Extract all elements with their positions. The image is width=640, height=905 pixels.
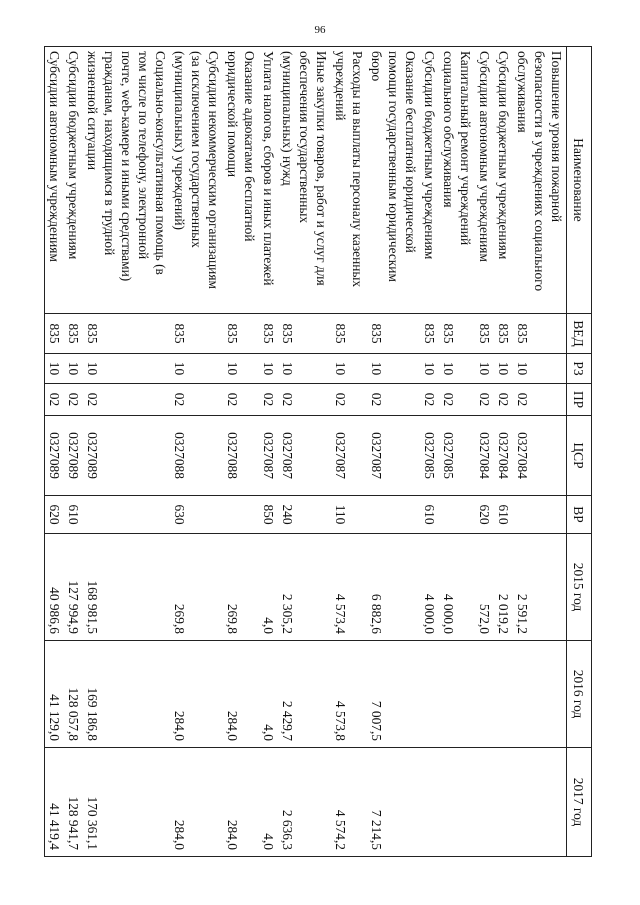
- row-name-cell: [278, 47, 331, 314]
- cell-ved: 835: [278, 314, 331, 354]
- cell-y2016: [439, 641, 475, 748]
- table-row: [278, 47, 331, 857]
- table-row: [259, 47, 278, 857]
- row-name-cell: [64, 47, 83, 314]
- cell-pr: 02: [64, 384, 83, 416]
- cell-y2015: 4 000,0: [439, 534, 475, 641]
- row-name-line: Повышение уровня пожарной: [549, 51, 564, 223]
- cell-y2017: 2 636,3: [278, 748, 331, 857]
- cell-y2017: 4 574,2: [331, 748, 367, 857]
- row-name-cell: [494, 47, 513, 314]
- table-row: [420, 47, 439, 857]
- cell-pr: 02: [367, 384, 420, 416]
- row-name-line: (муниципальных) нужд: [280, 51, 295, 186]
- cell-rz: 10: [64, 354, 83, 384]
- row-name-line: обслуживания: [515, 51, 530, 133]
- cell-rz: 10: [223, 354, 259, 384]
- cell-csr: 0327084: [475, 416, 494, 496]
- cell-vr: [513, 496, 567, 534]
- cell-csr: 0327087: [278, 416, 331, 496]
- row-name-line: Субсидии некоммерческим организациям: [206, 51, 221, 289]
- cell-ved: 835: [494, 314, 513, 354]
- cell-y2015: 2 019,2: [494, 534, 513, 641]
- table-row: [64, 47, 83, 857]
- cell-ved: 835: [420, 314, 439, 354]
- cell-vr: 110: [331, 496, 367, 534]
- cell-pr: 02: [170, 384, 223, 416]
- cell-y2015: 4 573,4: [331, 534, 367, 641]
- cell-y2016: 4,0: [259, 641, 278, 748]
- row-name-line: том числе по телефону, электронной: [136, 51, 151, 260]
- cell-y2017: [475, 748, 494, 857]
- cell-rz: 10: [367, 354, 420, 384]
- header-name: Наименование: [567, 47, 592, 314]
- cell-y2017: [439, 748, 475, 857]
- cell-y2015: 6 882,6: [367, 534, 420, 641]
- cell-ved: 835: [259, 314, 278, 354]
- row-name-line: (муниципальных) учреждений): [172, 51, 187, 231]
- row-name-cell: [513, 47, 567, 314]
- row-name-line: обеспечения государственных: [297, 51, 312, 224]
- cell-y2015: 40 986,6: [45, 534, 65, 641]
- row-name-cell: [170, 47, 223, 314]
- cell-csr: 0327089: [83, 416, 170, 496]
- cell-ved: 835: [45, 314, 65, 354]
- cell-pr: 02: [475, 384, 494, 416]
- cell-pr: 02: [494, 384, 513, 416]
- row-name-line: социального обслуживания: [441, 51, 456, 208]
- cell-y2016: [475, 641, 494, 748]
- cell-pr: 02: [83, 384, 170, 416]
- cell-y2017: [420, 748, 439, 857]
- cell-rz: 10: [278, 354, 331, 384]
- cell-y2016: [513, 641, 567, 748]
- cell-ved: 835: [439, 314, 475, 354]
- row-name-cell: [367, 47, 420, 314]
- cell-pr: 02: [278, 384, 331, 416]
- rotated-table-page: [47, 46, 592, 856]
- cell-pr: 02: [513, 384, 567, 416]
- cell-rz: 10: [475, 354, 494, 384]
- cell-y2015: 127 994,9: [64, 534, 83, 641]
- row-name-line: Субсидии бюджетным учреждениям: [66, 51, 81, 260]
- row-name-line: Уплата налогов, сборов и иных платежей: [261, 51, 276, 286]
- cell-ved: 835: [475, 314, 494, 354]
- cell-csr: 0327089: [64, 416, 83, 496]
- cell-ved: 835: [64, 314, 83, 354]
- cell-vr: 610: [494, 496, 513, 534]
- cell-y2016: 2 429,7: [278, 641, 331, 748]
- row-name-cell: [223, 47, 259, 314]
- row-name-line: безопасности в учреждениях социального: [532, 51, 547, 292]
- cell-rz: 10: [170, 354, 223, 384]
- cell-csr: 0327084: [513, 416, 567, 496]
- cell-y2016: 128 057,8: [64, 641, 83, 748]
- row-name-line: учреждений: [333, 51, 348, 121]
- cell-csr: 0327085: [420, 416, 439, 496]
- cell-csr: 0327088: [223, 416, 259, 496]
- cell-vr: 630: [170, 496, 223, 534]
- cell-y2016: [494, 641, 513, 748]
- cell-vr: [83, 496, 170, 534]
- cell-csr: 0327085: [439, 416, 475, 496]
- cell-y2017: 41 419,4: [45, 748, 65, 857]
- cell-rz: 10: [259, 354, 278, 384]
- row-name-cell: [420, 47, 439, 314]
- cell-rz: 10: [439, 354, 475, 384]
- cell-y2015: 269,8: [170, 534, 223, 641]
- cell-csr: 0327087: [367, 416, 420, 496]
- cell-y2017: [513, 748, 567, 857]
- row-name-line: юридической помощи: [225, 51, 240, 178]
- cell-y2015: 4,0: [259, 534, 278, 641]
- cell-rz: 10: [83, 354, 170, 384]
- cell-pr: 02: [259, 384, 278, 416]
- row-name-cell: [475, 47, 494, 314]
- cell-vr: 620: [45, 496, 65, 534]
- table-row: [439, 47, 475, 857]
- cell-pr: 02: [331, 384, 367, 416]
- cell-y2017: 128 941,7: [64, 748, 83, 857]
- table-row: [513, 47, 567, 857]
- cell-pr: 02: [420, 384, 439, 416]
- budget-table: [44, 46, 592, 857]
- row-name-line: Субсидии бюджетным учреждениям: [496, 51, 511, 260]
- cell-ved: 835: [170, 314, 223, 354]
- header-2015: 2015 год: [567, 534, 592, 641]
- cell-ved: 835: [513, 314, 567, 354]
- cell-csr: 0327087: [331, 416, 367, 496]
- cell-y2016: 284,0: [170, 641, 223, 748]
- cell-ved: 835: [367, 314, 420, 354]
- cell-y2016: 169 186,8: [83, 641, 170, 748]
- header-vr: ВР: [567, 496, 592, 534]
- cell-pr: 02: [439, 384, 475, 416]
- cell-pr: 02: [45, 384, 65, 416]
- table-row: [223, 47, 259, 857]
- cell-y2017: 284,0: [170, 748, 223, 857]
- row-name-cell: [331, 47, 367, 314]
- cell-y2015: 269,8: [223, 534, 259, 641]
- cell-csr: 0327087: [259, 416, 278, 496]
- cell-y2016: 284,0: [223, 641, 259, 748]
- cell-vr: 620: [475, 496, 494, 534]
- cell-rz: 10: [494, 354, 513, 384]
- table-row: [45, 47, 65, 857]
- row-name-cell: [439, 47, 475, 314]
- cell-vr: [223, 496, 259, 534]
- row-name-line: Оказание адвокатами бесплатной: [242, 51, 257, 242]
- cell-y2016: 41 129,0: [45, 641, 65, 748]
- cell-csr: 0327088: [170, 416, 223, 496]
- header-ved: ВЕД: [567, 314, 592, 354]
- row-name-line: бюро: [369, 51, 384, 82]
- table-row: [475, 47, 494, 857]
- cell-csr: 0327089: [45, 416, 65, 496]
- page-number: 96: [314, 24, 326, 36]
- cell-vr: 240: [278, 496, 331, 534]
- row-name-line: Социально-консультативная помощь (в: [153, 51, 168, 275]
- row-name-line: Субсидии бюджетным учреждениям: [422, 51, 437, 260]
- cell-y2017: 170 361,1: [83, 748, 170, 857]
- cell-rz: 10: [331, 354, 367, 384]
- row-name-line: Иные закупки товаров, работ и услуг для: [314, 51, 329, 286]
- header-row: [567, 47, 592, 857]
- row-name-line: жизненной ситуации: [85, 51, 100, 171]
- cell-y2015: 2 305,2: [278, 534, 331, 641]
- cell-vr: 610: [420, 496, 439, 534]
- cell-y2015: 2 591,2: [513, 534, 567, 641]
- row-name-line: гражданам, находящимся в трудной: [102, 51, 117, 256]
- header-pr: ПР: [567, 384, 592, 416]
- cell-y2017: [494, 748, 513, 857]
- cell-y2017: 4,0: [259, 748, 278, 857]
- cell-y2015: 4 000,0: [420, 534, 439, 641]
- table-row: [367, 47, 420, 857]
- row-name-line: Капитальный ремонт учреждений: [458, 51, 473, 246]
- row-name-line: помощи государственным юридическим: [386, 51, 401, 282]
- cell-y2017: 7 214,5: [367, 748, 420, 857]
- cell-y2016: 4 573,8: [331, 641, 367, 748]
- cell-rz: 10: [45, 354, 65, 384]
- header-csr: ЦСР: [567, 416, 592, 496]
- cell-y2015: 168 981,5: [83, 534, 170, 641]
- row-name-cell: [83, 47, 170, 314]
- cell-ved: 835: [331, 314, 367, 354]
- row-name-line: почте, web-камере и иными средствами): [119, 51, 134, 282]
- cell-vr: 610: [64, 496, 83, 534]
- table-body: [45, 47, 567, 857]
- table-row: [83, 47, 170, 857]
- cell-pr: 02: [223, 384, 259, 416]
- cell-ved: 835: [223, 314, 259, 354]
- cell-rz: 10: [513, 354, 567, 384]
- cell-y2015: 572,0: [475, 534, 494, 641]
- row-name-line: Оказание бесплатной юридической: [403, 51, 418, 253]
- row-name-cell: [45, 47, 65, 314]
- cell-vr: [439, 496, 475, 534]
- cell-vr: [367, 496, 420, 534]
- cell-csr: 0327084: [494, 416, 513, 496]
- cell-y2016: 7 007,5: [367, 641, 420, 748]
- header-2017: 2017 год: [567, 748, 592, 857]
- header-rz: РЗ: [567, 354, 592, 384]
- row-name-line: Субсидии автономным учреждениям: [477, 51, 492, 262]
- header-2016: 2016 год: [567, 641, 592, 748]
- table-row: [494, 47, 513, 857]
- table-row: [170, 47, 223, 857]
- row-name-line: Субсидии автономным учреждениям: [47, 51, 62, 262]
- cell-vr: 850: [259, 496, 278, 534]
- cell-y2016: [420, 641, 439, 748]
- cell-y2017: 284,0: [223, 748, 259, 857]
- cell-ved: 835: [83, 314, 170, 354]
- row-name-line: (за исключением государственных: [189, 51, 204, 248]
- row-name-line: Расходы на выплаты персоналу казенных: [350, 51, 365, 288]
- cell-rz: 10: [420, 354, 439, 384]
- table-row: [331, 47, 367, 857]
- row-name-cell: [259, 47, 278, 314]
